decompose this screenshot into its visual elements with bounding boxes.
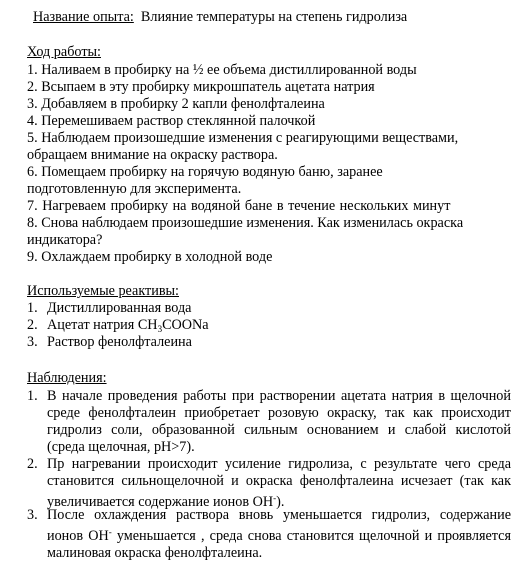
procedure-step-2: 2. Всыпаем в эту пробирку микрошпатель ацетата натрия [27, 79, 375, 95]
procedure-step-6-cont: подготовленную для эксперимента. [27, 181, 242, 197]
reagent-3: Раствор фенолфталеина [47, 334, 192, 350]
observation-3 [47, 507, 511, 562]
reagent-2-text-end: COONa [162, 317, 209, 333]
procedure-heading: Ход работы: [27, 44, 101, 60]
observation-2 [47, 456, 511, 511]
observation-2-text-end: ). [276, 494, 285, 510]
observation-3-text-end: уменьшается , среда снова становится щелочной и проявляется малиновая окраска фенолфталеина. [47, 528, 511, 561]
observations-heading: Наблюдения: [27, 370, 107, 386]
reagents-heading: Используемые реактивы: [27, 283, 179, 299]
reagent-2-text: Ацетат натрия CH [47, 317, 158, 333]
procedure-step-7: 7. Нагреваем пробирку на водяной бане в течение нескольких минут [27, 198, 451, 214]
observation-3-text: После охлаждения раствора вновь уменьшается гидролиз, содержание ионов OH [47, 507, 511, 544]
experiment-title [33, 9, 407, 26]
observation-number: 1. [27, 388, 38, 404]
observation-number: 3. [27, 507, 38, 523]
procedure-step-9: 9. Охлаждаем пробирку в холодной воде [27, 249, 273, 265]
procedure-step-3: 3. Добавляем в пробирку 2 капли фенолфталеина [27, 96, 325, 112]
reagent-number: 1. [27, 300, 38, 316]
observation-number: 2. [27, 456, 38, 472]
observation-2-text: Пр нагревании происходит усиление гидролиза, с результате чего среда становится сильнощелочной и окраска фенолфталеина исчезает (так как увеличивается содержание ионов OH [47, 456, 511, 510]
title-label: Название опыта: [33, 9, 134, 25]
procedure-step-8: 8. Снова наблюдаем произошедшие изменения. Как изменилась окраска [27, 215, 464, 231]
procedure-step-5: 5. Наблюдаем произошедшие изменения с реагирующими веществами, [27, 130, 459, 146]
reagent-2-subscript: 3 [157, 324, 163, 334]
title-text: Влияние температуры на степень гидролиза [140, 9, 408, 25]
reagent-number: 2. [27, 317, 38, 333]
procedure-step-8-cont: индикатора? [27, 232, 103, 248]
observation-1: В начале проведения работы при растворении ацетата натрия в щелочной среде фенолфталеин приобретает розовую окраску, так как происходит гидролиз соли, образованной сильным основанием и слабой кислотой (среда щелочная, pH>7). [47, 388, 511, 455]
reagent-number: 3. [27, 334, 38, 350]
procedure-step-5-cont: обращаем внимание на окраску раствора. [27, 147, 278, 163]
reagent-1: Дистиллированная вода [47, 300, 192, 316]
procedure-step-1: 1. Наливаем в пробирку на ½ ее объема дистиллированной воды [27, 62, 417, 78]
procedure-step-6: 6. Помещаем пробирку на горячую водяную баню, заранее [27, 164, 383, 180]
observation-3-superscript: - [108, 527, 112, 537]
observation-2-superscript: - [273, 493, 277, 503]
procedure-step-4: 4. Перемешиваем раствор стеклянной палочкой [27, 113, 316, 129]
